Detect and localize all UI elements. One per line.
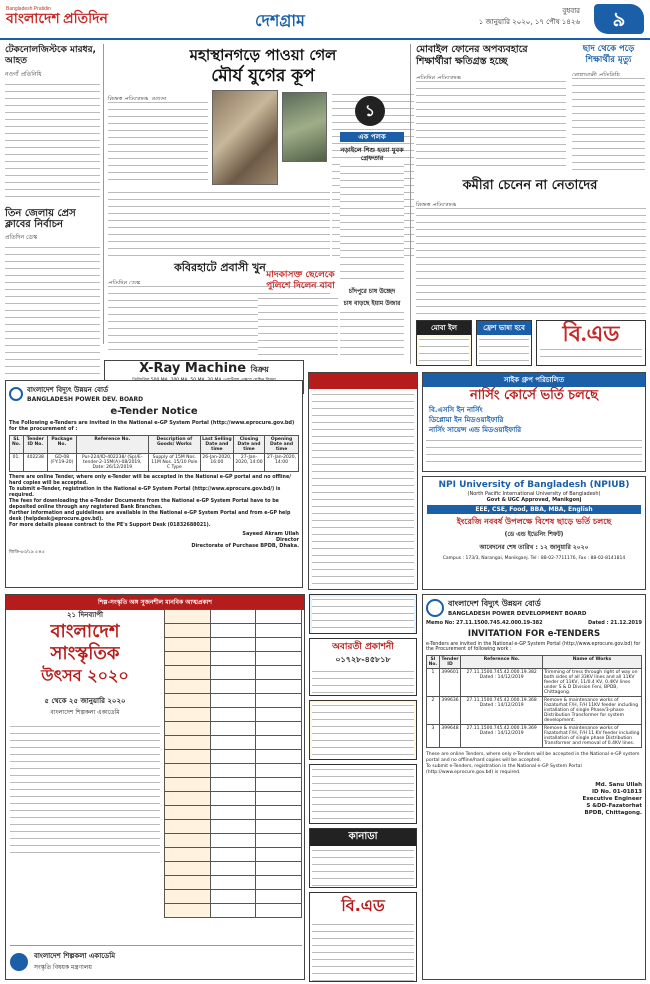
npiub-subname: (North Pacific International University of Bangladesh) [467, 491, 601, 497]
dateline [479, 6, 580, 28]
bpdb-left-header-cell: Closing Date and time [233, 436, 264, 454]
festival-schedule-cell [256, 666, 302, 680]
festival-schedule-cell [256, 848, 302, 862]
bpdb-left-name-bn: বাংলাদেশ বিদ্যুৎ উন্নয়ন বোর্ড [27, 386, 109, 394]
bpdb-left-signer-org: Directorate of Purchase BPDB, Dhaka. [191, 543, 299, 549]
festival-schedule-row [165, 834, 302, 848]
bpdb-left-cell: 01. [10, 454, 24, 472]
npiub-admission-ad[interactable] [422, 476, 646, 590]
bpdb-tender-notice-right[interactable] [422, 594, 646, 980]
ek-polok-item-3[interactable]: চাষ বাড়ছে ইয়াম উজার [343, 300, 401, 307]
bpdb-right-title: INVITATION FOR e-TENDERS [467, 629, 601, 639]
festival-schedule-cell [165, 764, 211, 778]
bpdb-right-cell: Remove & maintenance works of Fazatorhat F/H, F/H 11KV feeder including installation of single Phase/3-phase Distribution Transformer for system development. [542, 697, 641, 725]
classifieds-column [309, 594, 417, 980]
bpdb-left-cell: Supply of 15M Nos. 11M Nos. 15/10 Pole C Type [148, 454, 200, 472]
festival-schedule-cell [256, 750, 302, 764]
bpdb-right-footer-2: To submit e-Tenders, registration in the National e-GP System Portal (http://www.eprocure.gov.bd) is required. [426, 764, 582, 775]
bpdb-left-cell: 402238 [23, 454, 48, 472]
bpdb-right-cell: 27.11.1500.745.42.000.19.368 Dated : 14/12/2019 [461, 697, 543, 725]
ek-polok-tag: এক পলক [340, 132, 404, 142]
festival-org: বাংলাদেশ শিল্পকলা একাডেমি [34, 952, 116, 960]
lead-headline-line2: মৌর্য যুগের কূপ [211, 66, 315, 86]
npiub-campus: Campus : 173/3, Narangai, Manikganj. Tel : 88-02-7711176, Fax : 88-02-8141814 [442, 556, 626, 561]
nursing-program-3: নার্সিং সায়েন্স এন্ড মিডওয়াইফারি [429, 426, 522, 434]
festival-schedule-cell [210, 764, 256, 778]
festival-schedule-cell [210, 652, 256, 666]
well-photo-1 [212, 90, 278, 185]
bpdb-logo-icon [9, 387, 23, 401]
bpdb-right-table-row [427, 725, 642, 748]
bpdb-left-header-cell: Description of Goods/ Works [148, 436, 200, 454]
bpdb-right-signature [426, 782, 642, 817]
canada-visa-ad[interactable] [309, 828, 417, 888]
bpdb-left-note-5: For more details please contract to the PE's Support Desk (01832688021). [9, 523, 211, 528]
lead-headline-line1: মহাস্থানগড়ে পাওয়া গেল [189, 46, 337, 64]
npiub-approved: Govt & UGC Approved, Manikgonj [486, 497, 582, 503]
festival-schedule-cell [165, 806, 211, 820]
classified-ad-3[interactable] [309, 764, 417, 824]
festival-schedule-cell [165, 666, 211, 680]
bpdb-left-intro: The Following e-Tenders are invited in the National e-GP System Portal (http://www.eprocure.gov.bd) for the procurement of : [9, 420, 295, 432]
festival-schedule-cell [256, 778, 302, 792]
festival-schedule-cell [256, 764, 302, 778]
bpdb-right-cell: 3 [427, 725, 440, 748]
roof-story-body [572, 76, 645, 171]
festival-schedule-cell [210, 624, 256, 638]
bpdb-left-notes [9, 475, 299, 529]
police-story-body [258, 296, 338, 356]
publication-ad-title: অবারতী প্রকাশনী [332, 642, 394, 652]
bpdb-left-cell: Pur-224/ID-402238/ (Sp)/E-tender-2-15M(A)-08/2019, Date: 26/12/2019 [76, 454, 148, 472]
komira-story-body [416, 206, 646, 316]
mobile-story-body [416, 79, 566, 171]
festival-schedule-cell [256, 876, 302, 890]
festival-ad-left [10, 609, 160, 854]
festival-schedule-row [165, 806, 302, 820]
bpdb-right-header [426, 598, 642, 617]
canada-ad-title: কানাডা [310, 829, 416, 846]
bpdb-right-signer-title: Executive Engineer [582, 796, 642, 802]
ek-polok-number-badge: ১ [355, 96, 385, 126]
classified-ad-2-text [312, 703, 414, 759]
classified-ad-2[interactable] [309, 700, 417, 760]
bed-ad-top[interactable] [536, 320, 646, 366]
logo-tagline: Bangladesh Pratidin [6, 6, 51, 12]
festival-schedule-cell [256, 792, 302, 806]
festival-footer [10, 945, 302, 973]
nursing-ad-headline: নার্সিং কোর্সে ভর্তি চলছে [470, 388, 598, 403]
bpdb-right-signer-id: ID No. 01-01813 [592, 789, 642, 795]
festival-schedule-cell [256, 806, 302, 820]
bpdb-left-cell: 27-Jan-2020, 14:00 [265, 454, 299, 472]
bpdb-right-signer-org: S &DD-Fazatorhat [586, 803, 642, 809]
npiub-programs: EEE, CSE, Food, BBA, MBA, English [427, 505, 641, 514]
festival-schedule-cell [165, 610, 211, 624]
classified-ad-1-text [312, 597, 414, 633]
bpdb-left-code: জিডি-৬৩/১৯ ৫×৫ [9, 550, 45, 555]
festival-schedule-cell [210, 750, 256, 764]
festival-schedule-cell [165, 778, 211, 792]
bpdb-right-table [426, 655, 642, 748]
festival-schedule-row [165, 680, 302, 694]
festival-schedule-cell [165, 834, 211, 848]
publication-ad-phone: ০১৭২৮-৪৫৮১৮ [335, 655, 391, 664]
festival-schedule-row [165, 736, 302, 750]
festival-schedule-cell [256, 610, 302, 624]
festival-schedule-cell [256, 736, 302, 750]
bpdb-right-cell: 2 [427, 697, 440, 725]
festival-schedule-row [165, 666, 302, 680]
festival-schedule-row [165, 792, 302, 806]
festival-schedule-cell [210, 862, 256, 876]
fresh-ad-label: ফ্রেশ ভাষা হবে [477, 321, 531, 335]
festival-schedule-row [165, 848, 302, 862]
bpdb-right-cell: 27.11.1500.745.42.000.19.382 Dated : 14/12/2019 [461, 669, 543, 697]
bpdb-right-dated: Dated : 21.12.2019 [588, 620, 642, 626]
bpdb-right-name-bn: বাংলাদেশ বিদ্যুৎ উন্নয়ন বোর্ড [448, 599, 541, 608]
festival-schedule-cell [210, 890, 256, 904]
festival-schedule-cell [165, 624, 211, 638]
festival-schedule-cell [210, 722, 256, 736]
festival-schedule-cell [210, 834, 256, 848]
mobile-story-headline[interactable]: মোবাইল ফোনের অপব্যবহারে শিক্ষার্থীরা ক্ষতিগ্রস্ত হচ্ছে [416, 44, 528, 67]
story-press-club-byline: প্রতিদিন ডেস্ক [5, 234, 38, 241]
festival-schedule-row [165, 722, 302, 736]
festival-schedule-row [165, 652, 302, 666]
npiub-name: NPI University of Bangladesh (NPIUB) [438, 480, 630, 490]
festival-schedule-row [165, 638, 302, 652]
bpdb-right-footer-1: These are online Tenders, where only e-Tenders will be accepted in the National e-GP system portal and no offline/hard copies will be accepted. [426, 752, 640, 763]
story-technologist-byline: নওগাঁ প্রতিনিধি [5, 71, 42, 78]
festival-schedule-cell [256, 820, 302, 834]
bpdb-right-header-cell: Name of Works [542, 656, 641, 669]
festival-schedule-cell [256, 624, 302, 638]
festival-schedule-cell [256, 890, 302, 904]
xray-ad-suffix: বিক্রয় [250, 365, 269, 374]
festival-schedule-cell [210, 638, 256, 652]
cultural-festival-ad[interactable] [5, 594, 305, 980]
bpdb-left-note-4: Further information and guidelines are available in the National e-GP System Portal and from e-GP help desk (helpdesk@eprocure.gov.bd). [9, 511, 291, 522]
bpdb-right-header-cell: Sl No. [427, 656, 440, 669]
bpdb-right-signer-place: BPDB, Chittagong. [584, 810, 642, 816]
bpdb-left-cell: 26-Jan-2020, 16:00 [200, 454, 233, 472]
classified-ad-3-text [312, 767, 414, 823]
bpdb-left-header-cell: Package No. [48, 436, 77, 454]
npiub-shift: (ডে এন্ড ইভেনিং শিফট) [504, 531, 564, 538]
bpdb-left-note-2: To submit e-Tender, registration in the National e-GP System Portal (http://www.eprocure.gov.bd/) is required. [9, 487, 281, 498]
police-story-headline[interactable]: মাদকাসক্ত ছেলেকে পুলিশে দিলেন বাবা [266, 270, 335, 291]
festival-dates: ৫ থেকে ২৫ জানুয়ারি ২০২০ [44, 697, 126, 705]
story-press-club-headline[interactable]: তিন জেলায় প্রেস ক্লাবের নির্বাচন [5, 208, 76, 230]
festival-schedule-row [165, 694, 302, 708]
bpdb-right-name-en: BANGLADESH POWER DEVELOPMENT BOARD [448, 611, 587, 617]
bpdb-left-note-1: There are online Tender, where only e-Tender will be accepted in the National e-GP portal and no offline/ hard copies will be accepted. [9, 475, 291, 486]
bpdb-left-cell: GD-08 (FY:19-20) [48, 454, 77, 472]
bpdb-right-cell: 27.11.1500.745.42.000.19.369 Dated : 14/12/2019 [461, 725, 543, 748]
roof-story-headline[interactable]: ছাদ থেকে পড়ে শিক্ষার্থীর মৃত্যু [582, 44, 635, 65]
festival-details [10, 724, 160, 854]
lead-headline[interactable] [107, 45, 419, 87]
festival-schedule-cell [165, 848, 211, 862]
festival-schedule-row [165, 624, 302, 638]
festival-schedule-cell [256, 652, 302, 666]
day-label: বুধবার [562, 7, 580, 15]
bpdb-left-note-3: The fees for downloading the e-Tender Documents from the National e-GP System Portal have to be deposited online through any registered Bank Branches. [9, 499, 279, 510]
npiub-deadline: আবেদনের শেষ তারিখ : ১২ জানুয়ারি ২০২০ [479, 544, 589, 551]
festival-schedule-cell [210, 694, 256, 708]
nursing-admission-ad[interactable] [422, 372, 646, 472]
page-number: ৯ [594, 4, 644, 34]
festival-schedule-cell [165, 708, 211, 722]
bpdb-right-cell: Remove & maintenance works of Fazatorhat F/H, F/H 11 KV feeder including installation of single phase Distribution Transformer and removal of 0.4KV lines. [543, 726, 640, 746]
bpdb-right-cell: 1 [427, 669, 440, 697]
festival-title-3: উৎসব ২০২০ [41, 666, 129, 685]
ek-polok-body-2 [340, 310, 404, 356]
bpdb-left-cell: 27-Jan-2020, 14:00 [233, 454, 264, 472]
bed-ad-bottom-text [312, 922, 414, 982]
festival-schedule-cell [210, 820, 256, 834]
bpdb-left-signature [9, 531, 299, 549]
festival-schedule-cell [210, 708, 256, 722]
bpdb-right-table-row [427, 669, 642, 697]
festival-schedule-row [165, 862, 302, 876]
bpdb-right-cell: 399648 [439, 725, 461, 748]
festival-schedule-row [165, 764, 302, 778]
nursing-program-2: ডিপ্লোমা ইন মিডওয়াইফারি [429, 416, 504, 424]
nursing-ad-banner: সাইক গ্রুপ পরিচালিত [423, 373, 645, 387]
left-column [5, 45, 100, 385]
well-photo-2 [282, 92, 327, 162]
bpdb-left-header-cell: Tender ID No. [23, 436, 48, 454]
ek-polok-item-1[interactable]: নড়াইলে শিশু হত্যা যুবক গ্রেফতার [340, 146, 404, 162]
festival-schedule-cell [256, 904, 302, 918]
festival-schedule-cell [165, 820, 211, 834]
ek-polok-item-2[interactable]: চাঁদপুরে চাষ উচ্ছেদ [348, 288, 396, 295]
xray-ad-title [105, 361, 303, 377]
date-label: ১ জানুয়ারি ২০২০, ১৭ পৌষ ১৪২৬ [478, 18, 580, 26]
festival-schedule-cell [256, 708, 302, 722]
festival-title-2: সাংস্কৃতিক [50, 643, 120, 664]
festival-schedule-cell [165, 904, 211, 918]
classified-ad-1[interactable] [309, 594, 417, 634]
lead-body-left [108, 100, 208, 182]
nursing-program-1: বি.এসসি ইন নার্সিং [429, 406, 483, 414]
festival-ministry: সংস্কৃতি বিষয়ক মন্ত্রণালয় [34, 964, 92, 971]
festival-schedule-cell [165, 652, 211, 666]
festival-schedule-cell [165, 890, 211, 904]
bpdb-right-cell: 399636 [439, 697, 461, 725]
bed-ad-top-label: বি.এড [562, 321, 620, 346]
festival-schedule-cell [165, 638, 211, 652]
festival-schedule-row [165, 890, 302, 904]
festival-schedule-cell [165, 876, 211, 890]
bpdb-left-header-cell: Opening Date and time [265, 436, 299, 454]
festival-schedule-row [165, 778, 302, 792]
festival-schedule-row [165, 610, 302, 624]
story-press-club-body [5, 245, 100, 385]
section-title: দেশগ্রাম [255, 11, 305, 30]
mobile-ad[interactable] [416, 320, 472, 366]
festival-title-1: বাংলাদেশ [50, 621, 120, 642]
festival-schedule-cell [210, 848, 256, 862]
festival-schedule-cell [256, 680, 302, 694]
bpdb-right-header-cell: Reference No. [461, 656, 543, 669]
komira-story-headline[interactable]: কমীরা চেনেন না নেতাদের [462, 178, 598, 193]
festival-venue: বাংলাদেশ শিল্পকলা একাডেমি [50, 709, 120, 716]
festival-schedule-cell [256, 638, 302, 652]
bpdb-right-memo: Memo No: 27.11.1500.745.42.000.19-382 [426, 620, 543, 626]
bpdb-right-memo-row [426, 620, 642, 626]
newspaper-logo[interactable] [6, 6, 124, 32]
bpdb-left-header [9, 384, 299, 403]
bed-ad-top-text [540, 347, 642, 363]
festival-schedule-cell [256, 694, 302, 708]
ek-polok-body [340, 164, 404, 284]
medical-ad-text [312, 392, 414, 588]
festival-schedule-cell [165, 694, 211, 708]
bpdb-left-name-en: BANGLADESH POWER DEV. BOARD [27, 396, 144, 403]
bpdb-left-table [9, 435, 299, 472]
festival-schedule-row [165, 708, 302, 722]
bed-ad-bottom-label: বি.এড [341, 896, 385, 915]
medical-ad-banner [309, 373, 417, 389]
mobile-ad-text [419, 337, 469, 366]
festival-schedule-cell [210, 904, 256, 918]
festival-schedule-row [165, 820, 302, 834]
logo-wordmark: বাংলাদেশ প্রতিদিন [6, 12, 108, 27]
fresh-ad[interactable] [476, 320, 532, 366]
festival-schedule-row [165, 876, 302, 890]
bpdb-right-cell: Trimming of tress through right of way on both sides of all 33KV lines and all 11KV feeder of 11KV, 11/0.4 KV, 0.4KV lines under S & D Division Feni, BPDB, Chittagong. [542, 669, 641, 697]
lead-body-bottom [108, 190, 330, 258]
festival-schedule-table [164, 609, 302, 918]
mobile-ad-label: মোবা ইল [417, 321, 471, 335]
bpdb-tender-notice-left[interactable] [5, 380, 303, 588]
bpdb-right-cell: 399601 [439, 669, 461, 697]
festival-schedule-cell [210, 876, 256, 890]
festival-schedule-cell [165, 736, 211, 750]
bpdb-left-header-cell: Last Selling Date and time [202, 437, 232, 452]
canada-ad-text [312, 848, 414, 888]
festival-schedule-cell [210, 792, 256, 806]
bpdb-right-table-row [427, 697, 642, 725]
bed-ad-bottom[interactable] [309, 892, 417, 982]
nursing-ad-programs [423, 405, 645, 435]
bpdb-right-header-cell: Tender ID [439, 656, 461, 669]
shilpakala-logo-icon [10, 953, 28, 971]
bpdb-left-header-cell: SL No. [10, 436, 24, 454]
nursing-ad-contacts [426, 438, 642, 468]
bpdb-left-signer: Sayeed Akram Ullah [242, 531, 299, 537]
festival-ad-banner: শিল্প-সংস্কৃতি অঙ্গ সুজনশীল মানবিক আত্মপ্রকাশ [6, 595, 304, 610]
festival-schedule-cell [210, 806, 256, 820]
column-divider [103, 44, 104, 344]
festival-schedule-cell [165, 862, 211, 876]
festival-schedule-row [165, 904, 302, 918]
column-divider [410, 44, 411, 364]
festival-schedule-cell [165, 750, 211, 764]
bpdb-right-footer [426, 752, 642, 776]
festival-schedule-row [165, 750, 302, 764]
festival-duration: ২১ দিনব্যাপী [66, 611, 104, 619]
bpdb-right-intro: e-Tenders are invited in the National e-GP System Portal (http://www.eprocure.gov.bd) for the Procurement of following work : [426, 642, 641, 652]
bpdb-left-header-cell: Reference No. [76, 436, 148, 454]
festival-schedule-cell [210, 778, 256, 792]
story-technologist-body [5, 82, 100, 202]
festival-schedule-cell [165, 722, 211, 736]
festival-schedule-cell [210, 610, 256, 624]
xray-ad-title-text: X-Ray Machine [139, 361, 247, 376]
publication-ad-text [312, 669, 414, 695]
story-technologist-headline[interactable]: টেকনোলজিস্টকে মারধর, আহত [5, 45, 96, 66]
festival-schedule-cell [210, 680, 256, 694]
bpdb-right-signer: Md. Sanu Ullah [595, 782, 642, 788]
festival-schedule-cell [165, 792, 211, 806]
festival-schedule-cell [210, 666, 256, 680]
festival-schedule-cell [165, 680, 211, 694]
medical-institute-ad[interactable] [308, 372, 418, 590]
publication-ad[interactable] [309, 638, 417, 696]
masthead [0, 0, 650, 40]
kabirhat-headline[interactable]: কবিরহাটে প্রবাসী খুন [174, 261, 266, 274]
npiub-offer: ইংরেজি নববর্ষ উপলক্ষে বিশেষ ছাড়ে ভর্তি চলছে [456, 517, 612, 526]
festival-schedule-cell [256, 834, 302, 848]
festival-schedule-cell [210, 736, 256, 750]
fresh-ad-text [479, 337, 529, 366]
bpdb-left-signer-title: Director [276, 537, 299, 543]
festival-schedule-cell [256, 862, 302, 876]
bpdb-left-title: e-Tender Notice [110, 406, 198, 417]
bpdb-logo-icon [426, 599, 444, 617]
festival-schedule-cell [256, 722, 302, 736]
